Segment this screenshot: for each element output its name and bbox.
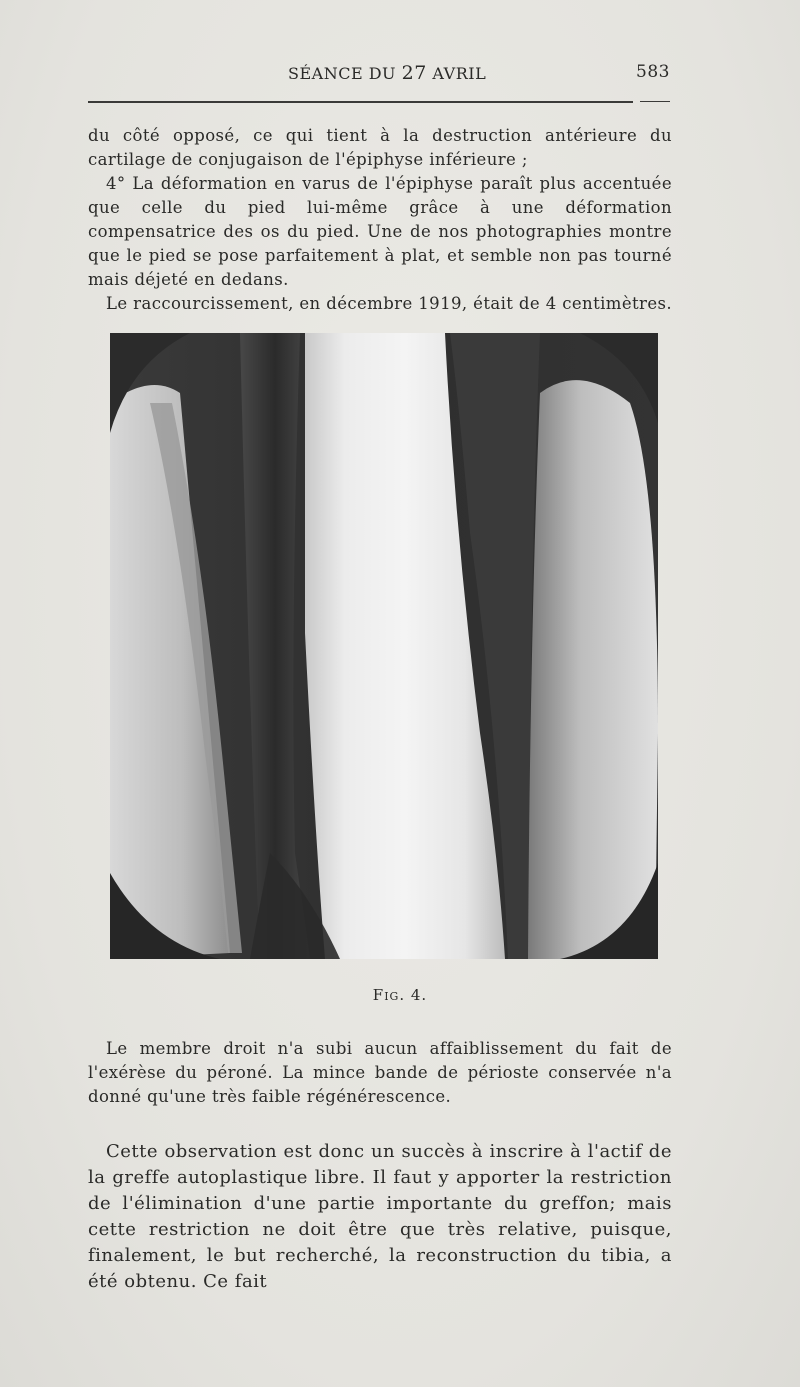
top-text-block xyxy=(88,124,672,316)
paragraph: Le membre droit n'a subi aucun affaiblissement du fait de l'exérèse du péroné. La mince bande de périoste conservée n'a donné qu'une très faible régénérescence. xyxy=(88,1039,672,1106)
radiograph-image xyxy=(110,333,658,959)
header-rule-end xyxy=(640,101,670,102)
page-number: 583 xyxy=(636,62,670,82)
middle-text-block xyxy=(88,1037,672,1109)
header-rule xyxy=(88,101,633,103)
paragraph: Cette observation est donc un succès à inscrire à l'actif de la greffe autoplastique libre. Il faut y apporter la restriction de l'élimination d'une partie importante du greffon; mais cette restriction ne doit être que très relative, puisque, finalement, le but recherché, la reconstruction du tibia, a été obtenu. Ce fait xyxy=(88,1141,672,1292)
paragraph: Le raccourcissement, en décembre 1919, était de 4 centimètres. xyxy=(106,294,672,313)
figure-caption: Fig. 4. xyxy=(372,986,428,1004)
bottom-text-block xyxy=(88,1139,672,1295)
running-title-month: AVRIL xyxy=(432,64,487,83)
paragraph: 4° La déformation en varus de l'épiphyse paraît plus accentuée que celle du pied lui-même grâce à une déformation compensatrice des os du pied. Une de nos photographies montre que le pied se pose parfaitement à plat, et semble non pas tourné mais déjeté en dedans. xyxy=(88,174,672,289)
running-title-part: SÉANCE DU xyxy=(288,64,397,83)
running-title xyxy=(288,62,486,84)
running-title-date: 27 xyxy=(401,62,427,84)
paragraph: du côté opposé, ce qui tient à la destruction antérieure du cartilage de conjugaison de l'épiphyse inférieure ; xyxy=(88,126,672,169)
radiograph-figure xyxy=(110,333,658,959)
running-header xyxy=(88,62,672,88)
